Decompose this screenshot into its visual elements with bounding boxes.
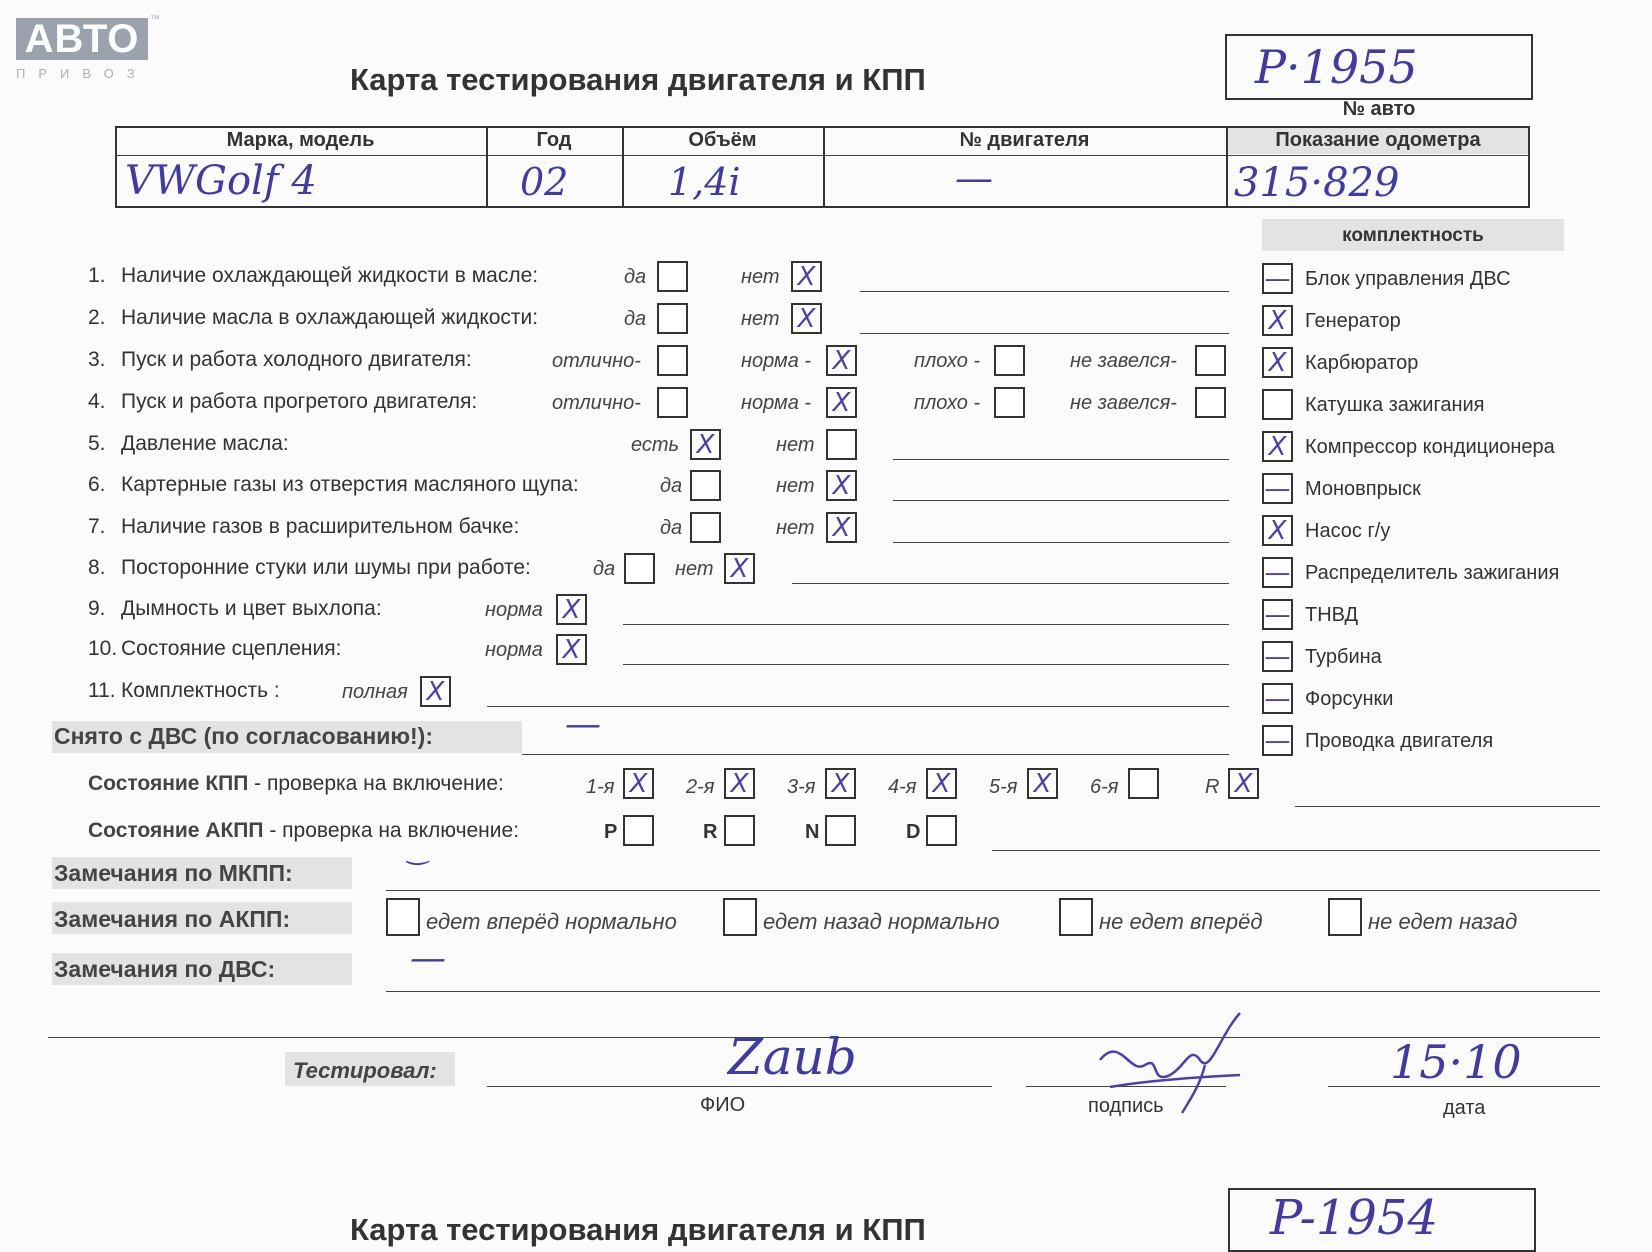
completeness-checkbox[interactable]: — (1262, 641, 1293, 672)
year-label: Год (536, 129, 572, 151)
option-checkbox[interactable] (657, 303, 688, 334)
option-checkbox[interactable]: X (791, 303, 822, 334)
date-caption: дата (1443, 1097, 1486, 1119)
akpp-remark-checkbox[interactable] (723, 898, 757, 936)
completeness-item-label: Насос г/у (1305, 520, 1391, 542)
question-row (88, 432, 289, 456)
next-sheet-auto-number: P-1954 (1270, 1190, 1439, 1246)
option-label: отлично- (552, 392, 641, 414)
option-checkbox[interactable] (657, 345, 688, 376)
akpp-remark-checkbox[interactable] (1059, 898, 1093, 936)
question-text: Состояние сцепления: (121, 637, 342, 660)
option-checkbox[interactable]: X (791, 261, 822, 292)
option-label: норма (485, 599, 543, 621)
question-row (88, 306, 538, 330)
option-checkbox[interactable] (994, 345, 1025, 376)
gear-label: 2-я (686, 776, 715, 798)
gear-checkbox[interactable]: X (623, 768, 654, 799)
gear-label: 1-я (586, 776, 615, 798)
completeness-checkbox[interactable]: X (1262, 515, 1293, 546)
akpp-mode-checkbox[interactable] (825, 815, 856, 846)
question-number: 11. (88, 679, 116, 702)
remarks-akpp-label: Замечания по АКПП: (54, 906, 291, 932)
gear-checkbox[interactable]: X (724, 768, 755, 799)
completeness-checkbox[interactable]: — (1262, 473, 1293, 504)
completeness-item-label: Турбина (1305, 646, 1382, 668)
auto-number-value: P·1955 (1255, 40, 1418, 94)
option-checkbox[interactable] (1195, 345, 1226, 376)
option-checkbox[interactable] (1195, 387, 1226, 418)
tester-name-value: Zaub (728, 1028, 857, 1086)
completeness-checkbox[interactable]: X (1262, 347, 1293, 378)
volume-value: 1,4i (668, 160, 741, 204)
akpp-mode-checkbox[interactable] (926, 815, 957, 846)
auto-number-box (1225, 34, 1533, 100)
option-checkbox[interactable]: X (724, 553, 755, 584)
kpp-label: Состояние КПП - проверка на включение: (88, 772, 504, 795)
question-number: 4. (88, 390, 106, 413)
completeness-checkbox[interactable]: — (1262, 263, 1293, 294)
option-checkbox[interactable] (624, 553, 655, 584)
completeness-item-label: Генератор (1305, 310, 1401, 332)
akpp-remark-label: едет назад нормально (763, 909, 1000, 934)
option-checkbox[interactable] (657, 387, 688, 418)
option-label: норма (485, 639, 543, 661)
option-checkbox[interactable]: X (420, 676, 451, 707)
akpp-mode-label: N (805, 821, 820, 843)
question-number: 9. (88, 597, 106, 620)
question-text: Пуск и работа холодного двигателя: (121, 348, 472, 371)
page-title: Карта тестирования двигателя и КПП (350, 62, 926, 97)
option-checkbox[interactable] (994, 387, 1025, 418)
completeness-item-label: Моновпрыск (1305, 478, 1421, 500)
option-label: норма - (741, 350, 812, 372)
akpp-mode-checkbox[interactable] (623, 815, 654, 846)
option-checkbox[interactable]: X (556, 594, 587, 625)
completeness-item-label: Компрессор кондиционера (1305, 436, 1555, 458)
completeness-item-label: Проводка двигателя (1305, 730, 1494, 752)
completeness-item-label: Распределитель зажигания (1305, 562, 1560, 584)
remarks-dvs-label: Замечания по ДВС: (54, 956, 276, 982)
tested-label: Тестировал: (293, 1058, 437, 1083)
option-label: нет (776, 475, 815, 497)
option-checkbox[interactable] (826, 429, 857, 460)
remarks-dvs-value: — (410, 938, 446, 979)
completeness-checkbox[interactable]: — (1262, 599, 1293, 630)
option-label: плохо - (914, 350, 981, 372)
question-text: Посторонние стуки или шумы при работе: (121, 556, 531, 579)
option-label: нет (776, 517, 815, 539)
option-label: не завелся- (1070, 392, 1177, 414)
akpp-underline-mark: ‿ (408, 836, 429, 866)
completeness-checkbox[interactable]: — (1262, 725, 1293, 756)
option-label: нет (675, 558, 714, 580)
option-label: норма - (741, 392, 812, 414)
completeness-checkbox[interactable]: X (1262, 305, 1293, 336)
option-label: да (660, 517, 683, 539)
option-checkbox[interactable]: X (826, 387, 857, 418)
date-value: 15·10 (1390, 1035, 1522, 1089)
question-number: 5. (88, 432, 106, 455)
question-number: 3. (88, 348, 106, 371)
option-label: полная (342, 681, 408, 703)
year-value: 02 (520, 160, 569, 204)
gear-label: 4-я (888, 776, 917, 798)
completeness-heading: комплектность (1342, 225, 1484, 246)
volume-label: Объём (688, 129, 757, 151)
question-row (88, 390, 477, 414)
option-checkbox[interactable] (690, 470, 721, 501)
option-checkbox[interactable]: X (556, 634, 587, 665)
akpp-mode-label: P (604, 821, 618, 843)
removed-value: — (565, 704, 601, 745)
question-text: Наличие охлаждающей жидкости в масле: (121, 264, 539, 287)
question-row (88, 264, 538, 288)
question-text: Наличие газов в расширительном бачке: (121, 515, 520, 538)
completeness-checkbox[interactable] (1262, 389, 1293, 420)
akpp-remark-label: едет вперёд нормально (426, 909, 677, 934)
make-value: VWGolf 4 (125, 158, 317, 204)
odometer-label: Показание одометра (1275, 129, 1481, 151)
question-row (88, 679, 280, 703)
gear-label: 6-я (1090, 776, 1119, 798)
akpp-remark-label: не едет вперёд (1099, 909, 1263, 934)
question-number: 2. (88, 306, 106, 329)
question-number: 8. (88, 556, 106, 579)
question-number: 1. (88, 264, 106, 287)
akpp-mode-label: D (906, 821, 921, 843)
option-label: нет (741, 266, 780, 288)
akpp-remark-checkbox[interactable] (386, 898, 420, 936)
question-row (88, 515, 519, 539)
question-row (88, 597, 382, 621)
question-text: Картерные газы из отверстия масляного щупа: (121, 473, 579, 496)
akpp-mode-label: R (703, 821, 718, 843)
signature-caption: подпись (1088, 1095, 1164, 1117)
option-label: плохо - (914, 392, 981, 414)
completeness-item-label: ТНВД (1305, 604, 1359, 626)
gear-checkbox[interactable]: X (825, 768, 856, 799)
akpp-remark-checkbox[interactable] (1328, 898, 1362, 936)
removed-label: Снято с ДВС (по согласованию!): (54, 723, 433, 749)
question-number: 6. (88, 473, 106, 496)
question-row (88, 348, 472, 372)
completeness-checkbox[interactable]: X (1262, 431, 1293, 462)
option-checkbox[interactable]: X (690, 429, 721, 460)
engine-number-value: — (955, 156, 993, 200)
logo: АВТО (16, 18, 148, 60)
option-label: да (624, 266, 647, 288)
completeness-item-label: Катушка зажигания (1305, 394, 1485, 416)
completeness-checkbox[interactable]: — (1262, 683, 1293, 714)
option-label: есть (631, 434, 680, 456)
question-number: 10. (88, 637, 118, 660)
completeness-item-label: Карбюратор (1305, 352, 1419, 374)
gear-label: R (1205, 776, 1220, 798)
question-row (88, 556, 531, 580)
completeness-checkbox[interactable]: — (1262, 557, 1293, 588)
auto-number-label: № авто (1342, 98, 1416, 120)
option-checkbox[interactable] (690, 512, 721, 543)
gear-checkbox[interactable]: X (926, 768, 957, 799)
option-label: нет (741, 308, 780, 330)
logo-subtitle: ПРИВОЗ (16, 66, 148, 81)
question-number: 7. (88, 515, 106, 538)
option-label: отлично- (552, 350, 641, 372)
option-label: да (593, 558, 616, 580)
option-label: да (624, 308, 647, 330)
next-sheet-auto-box (1228, 1188, 1536, 1252)
gear-label: 5-я (989, 776, 1018, 798)
question-text: Комплектность : (121, 679, 280, 702)
name-caption: ФИО (700, 1094, 746, 1116)
option-label: не завелся- (1070, 350, 1177, 372)
gear-label: 3-я (787, 776, 816, 798)
question-text: Дымность и цвет выхлопа: (121, 597, 382, 620)
question-row (88, 473, 579, 497)
question-row (88, 637, 341, 661)
akpp-label: Состояние АКПП - проверка на включение: (88, 819, 520, 842)
question-text: Давление масла: (121, 432, 289, 455)
gear-checkbox[interactable]: X (1228, 768, 1259, 799)
option-label: нет (776, 434, 815, 456)
option-checkbox[interactable]: X (826, 345, 857, 376)
gear-checkbox[interactable]: X (1027, 768, 1058, 799)
option-label: да (660, 475, 683, 497)
next-sheet-title: Карта тестирования двигателя и КПП (350, 1212, 926, 1247)
option-checkbox[interactable]: X (826, 512, 857, 543)
completeness-item-label: Блок управления ДВС (1305, 268, 1511, 290)
engine-number-label: № двигателя (959, 129, 1090, 151)
option-checkbox[interactable]: X (826, 470, 857, 501)
gear-checkbox[interactable] (1128, 768, 1159, 799)
question-text: Наличие масла в охлаждающей жидкости: (121, 306, 539, 329)
question-text: Пуск и работа прогретого двигателя: (121, 390, 478, 413)
option-checkbox[interactable] (657, 261, 688, 292)
akpp-remark-label: не едет назад (1368, 909, 1518, 934)
akpp-mode-checkbox[interactable] (724, 815, 755, 846)
completeness-item-label: Форсунки (1305, 688, 1394, 710)
remarks-mkpp-label: Замечания по МКПП: (54, 860, 293, 886)
odometer-value: 315·829 (1234, 160, 1400, 206)
trademark-mark: ™ (150, 14, 160, 25)
make-label: Марка, модель (226, 129, 375, 151)
